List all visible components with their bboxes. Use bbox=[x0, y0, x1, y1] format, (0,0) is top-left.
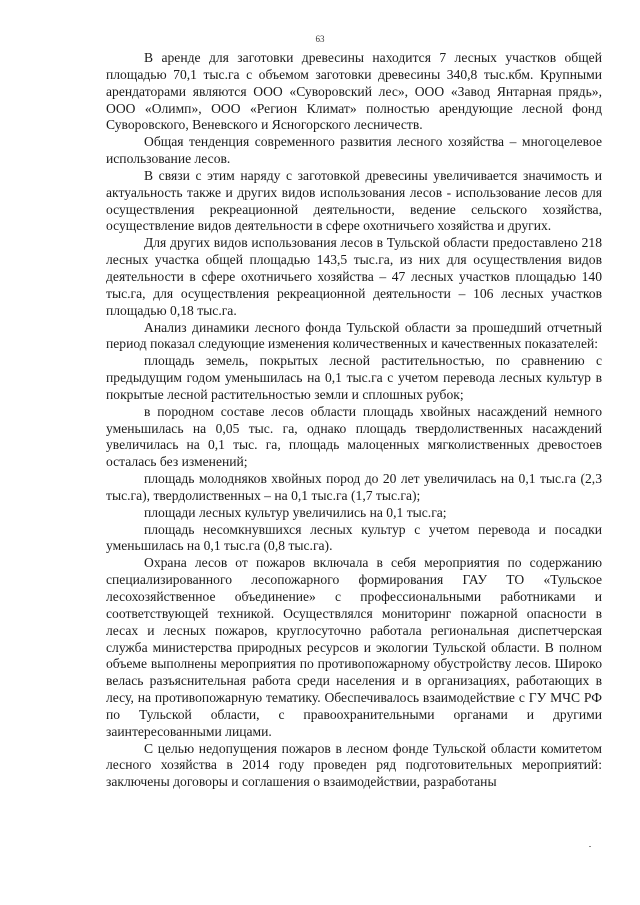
paragraph-lease: В аренде для заготовки древесины находится 7 лесных участков общей площадью 70,1 тыс.га с объемом заготовки древесины 340,8 тыс.кбм. Крупными арендаторами являются ООО «Суворовский лес», ООО «Завод Янтарная прядь», ООО «Олимп», ООО «Регион Климат» полностью арендующие лесной фонд Суворовского, Веневского и Ясногорского лесничеств. bbox=[106, 50, 602, 133]
page-number: 63 bbox=[315, 34, 325, 44]
paragraph-plots-provided: Для других видов использования лесов в Тульской области предоставлено 218 лесных участка общей площадью 143,5 тыс.га, из них для осуществления видов деятельности в сфере охотничьего хозяйства – 47 лесных участков площадью 140 тыс.га, для осуществления рекреационной деятельности – 106 лесных участков площадью 0,18 тыс.га. bbox=[106, 235, 602, 318]
paragraph-fire-protection: Охрана лесов от пожаров включала в себя мероприятия по содержанию специализированного лесопожарного формирования ГАУ ТО «Тульское лесохозяйственное объединение» с профессиональными работниками и соответствующей техникой. Осуществлялся мониторинг пожарной опасности в лесах и лесных пожаров, круглосуточно работала региональная диспетчерская служба министерства природных ресурсов и экологии Тульской области. В полном объеме выполнены мероприятия по противопожарному обустройству лесов. Широко велась разъяснительная работа среди населения и в организациях, работающих в лесу, на противопожарную тематику. Обеспечивалось взаимодействие с ГУ МЧС РФ по Тульской области, с правоохранительными органами и другими заинтересованными лицами. bbox=[106, 555, 602, 739]
paragraph-other-uses: В связи с этим наряду с заготовкой древесины увеличивается значимость и актуальность также и других видов использования лесов - использование лесов для осуществления рекреационной деятельности, ведение сельского хозяйства, осуществление видов деятельности в сфере охотничьего хозяйства и других. bbox=[106, 167, 602, 234]
paragraph-forest-cultures: площади лесных культур увеличились на 0,1 тыс.га; bbox=[144, 504, 447, 520]
body-text bbox=[106, 50, 602, 791]
paragraph-dynamics-intro: Анализ динамики лесного фонда Тульской области за прошедший отчетный период показал следующие изменения количественных и качественных показателей: bbox=[106, 319, 602, 352]
scan-mark bbox=[589, 846, 591, 847]
paragraph-covered-area: площадь земель, покрытых лесной растительностью, по сравнению с предыдущим годом уменьшилась на 0,1 тыс.га с учетом перевода лесных культур в покрытые лесной растительностью земли и сплошных рубок; bbox=[106, 353, 602, 402]
paragraph-general-trend: Общая тенденция современного развития лесного хозяйства – многоцелевое использование лесов. bbox=[106, 134, 602, 167]
paragraph-species-composition: в породном составе лесов области площадь хвойных насаждений немного уменьшилась на 0,05 тыс. га, однако площадь твердолиственных насаждений увеличилась на 0,1 тыс. га, площадь малоценных мягколиственных древостоев осталась без изменений; bbox=[106, 403, 602, 470]
paragraph-young-stands: площадь молодняков хвойных пород до 20 лет увеличилась на 0,1 тыс.га (2,3 тыс.га), твердолиственных – на 0,1 тыс.га (1,7 тыс.га); bbox=[106, 471, 602, 503]
paragraph-fire-prevention: С целью недопущения пожаров в лесном фонде Тульской области комитетом лесного хозяйства в 2014 году проведен ряд подготовительных мероприятий: заключены договоры и соглашения о взаимодействии, разработаны bbox=[106, 740, 602, 790]
paragraph-unclosed-cultures: площадь несомкнувшихся лесных культур с учетом перевода и посадки уменьшилась на 0,1 тыс.га (0,8 тыс.га). bbox=[106, 521, 602, 554]
